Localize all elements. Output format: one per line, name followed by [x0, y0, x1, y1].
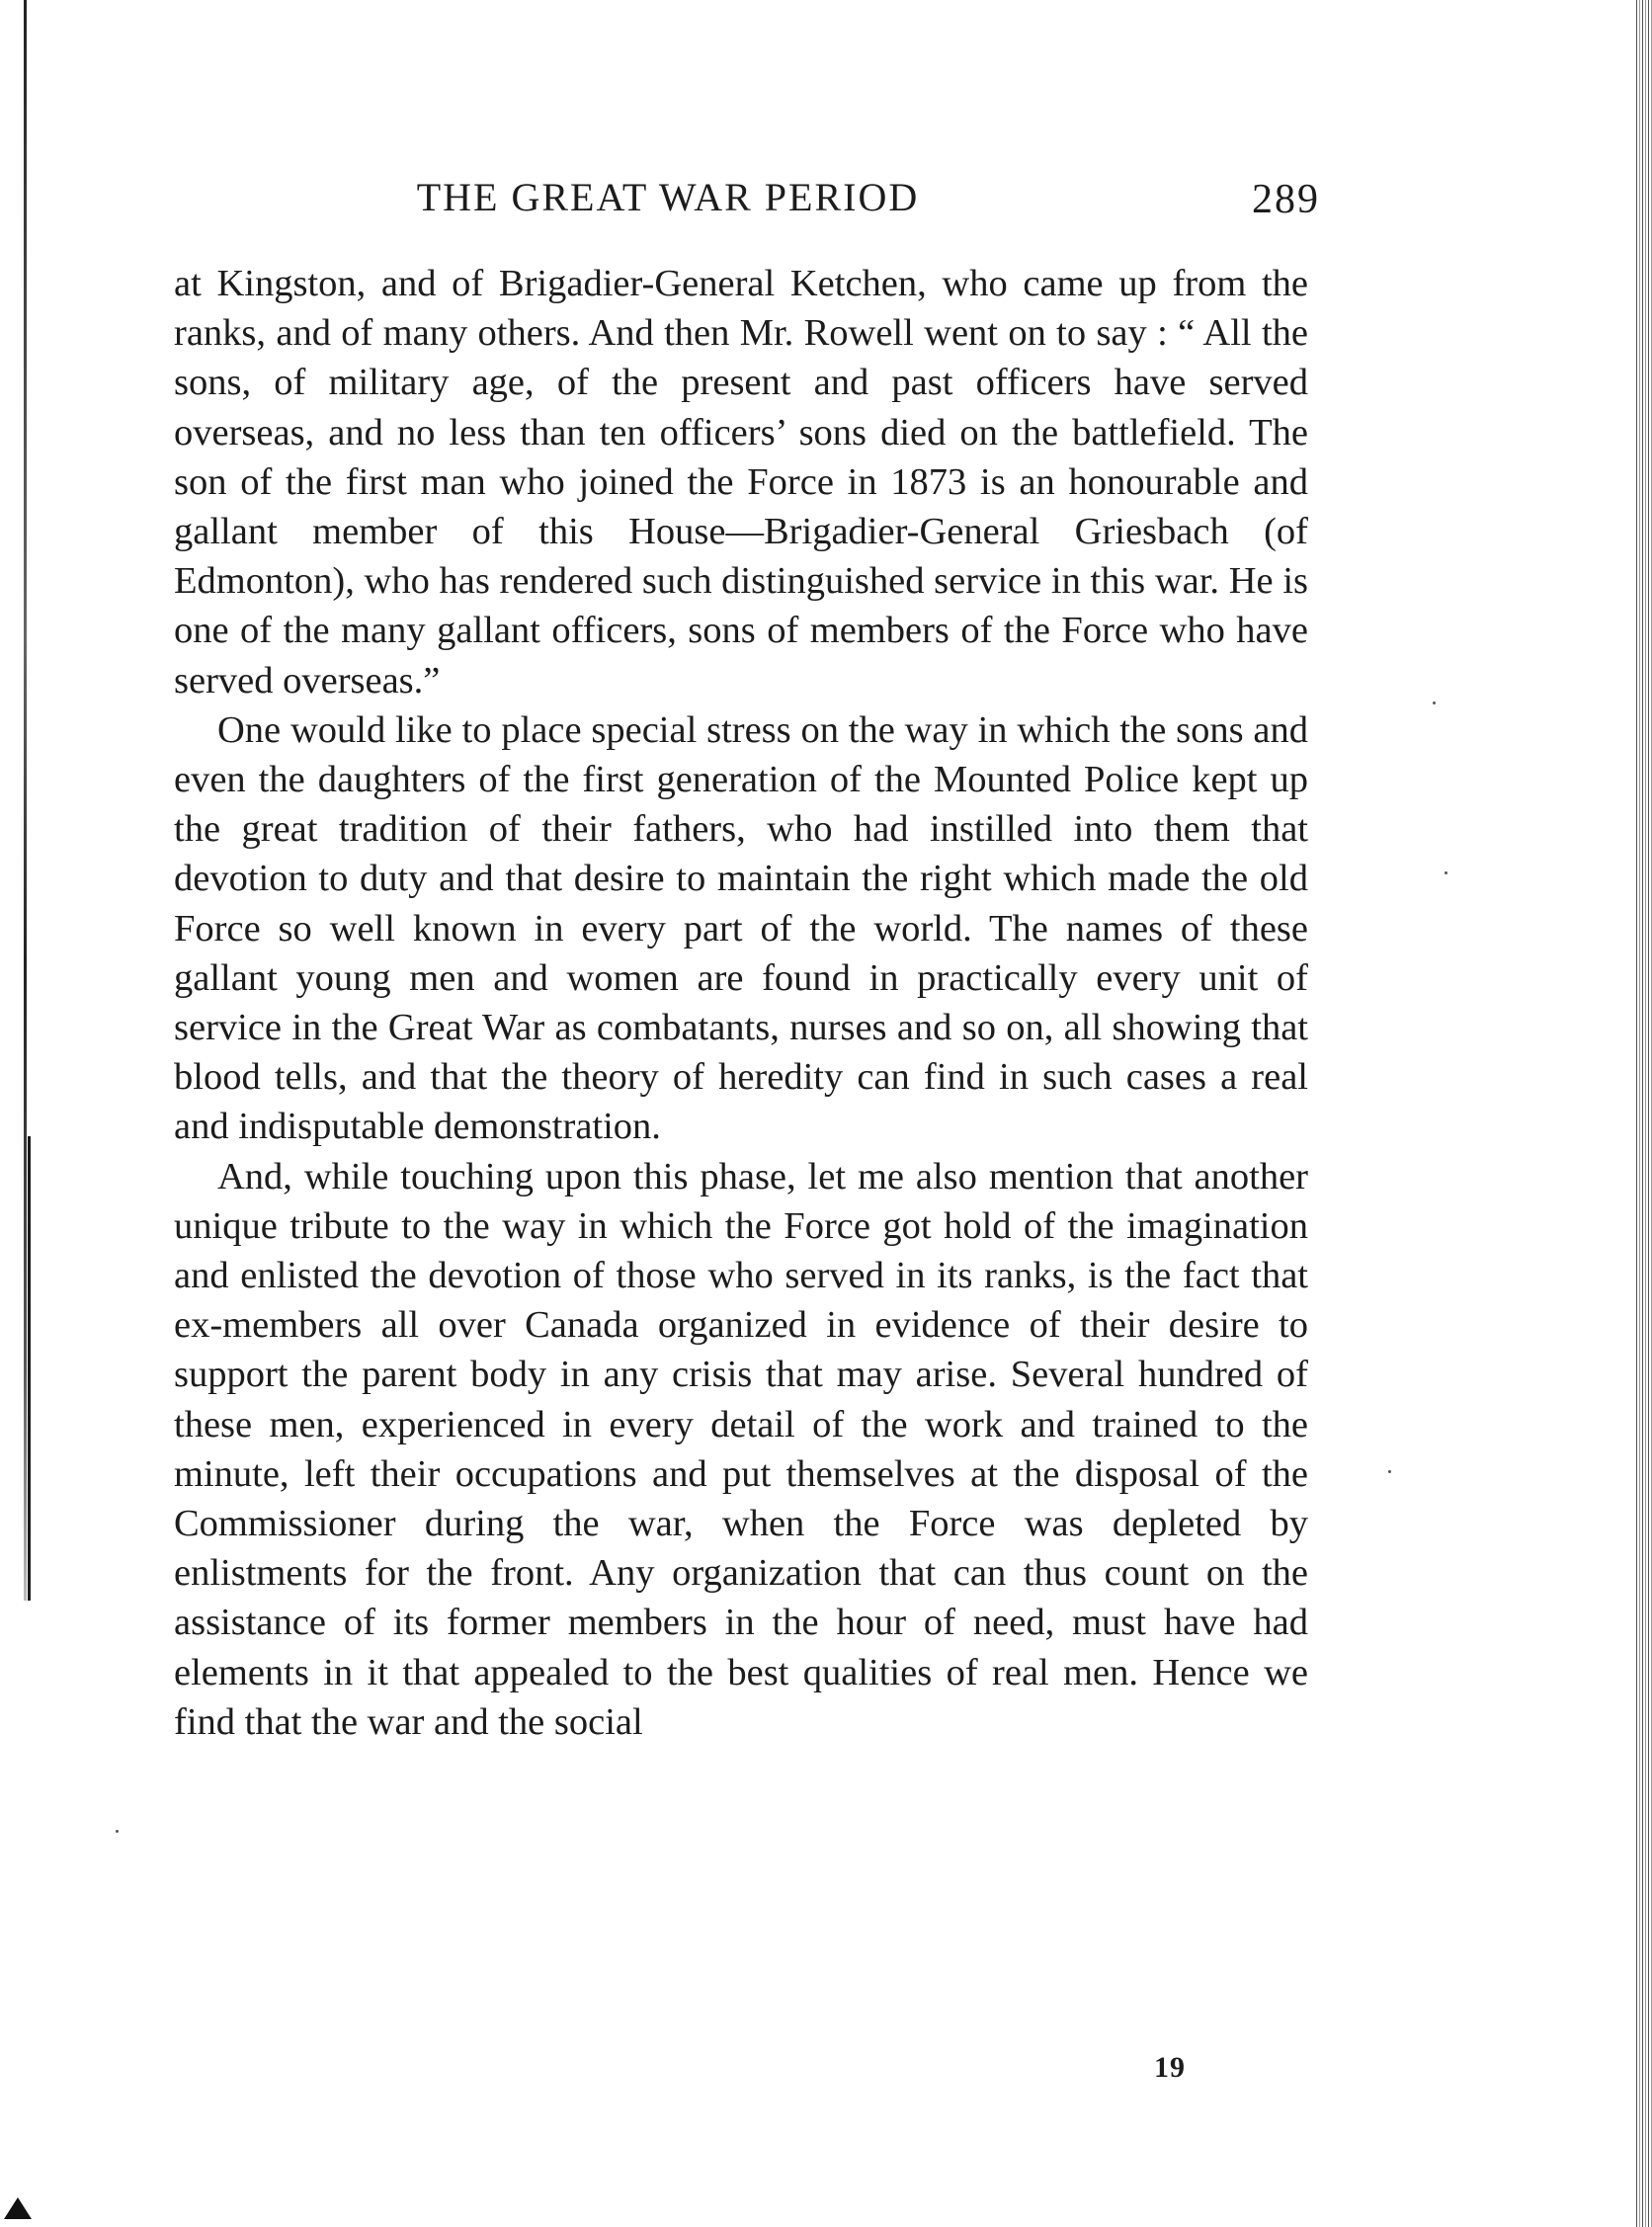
scan-speck — [1388, 1470, 1391, 1473]
scan-edge-left — [24, 0, 27, 1601]
scan-speck — [116, 1830, 119, 1833]
corner-triangle-icon — [4, 2197, 32, 2219]
scan-speck — [1433, 701, 1436, 704]
paragraph-1: at Kingston, and of Brigadier-General Ketchen, who came up from the ranks, and of many others. And then Mr. Rowell went on to say : “ All the sons, of military age, of the present and past officers have served overseas, and no less than ten officers’ sons died on the battlefield. The son of the first man who joined the Force in 1873 is an honourable and gallant member of this House—Brigadier-General Griesbach (of Edmonton), who has rendered such distinguished service in this war. He is one of the many gallant officers, sons of members of the Force who have served overseas.” — [174, 263, 1308, 701]
scan-edge-left-inner — [28, 1136, 31, 1601]
running-title: THE GREAT WAR PERIOD — [416, 175, 920, 219]
scan-edge-right — [1634, 0, 1652, 2227]
signature-mark: 19 — [1154, 2051, 1186, 2084]
body-text — [174, 259, 1308, 1747]
paragraph-2: One would like to place special stress on the way in which the sons and even the daughters of the first generation of the Mounted Police kept up the great tradition of their fathers, who had instilled into them that devotion to duty and that desire to maintain the right which made the old Force so well known in every part of the world. The names of these gallant young men and women are found in practically every unit of service in the Great War as combatants, nurses and so on, all showing that blood tells, and that the theory of heredity can find in such cases a real and indisputable demonstration. — [174, 708, 1308, 1148]
paragraph-3: And, while touching upon this phase, let me also mention that another unique tribute to the way in which the Force got hold of the imagination and enlisted the devotion of those who served in its ranks, is the fact that ex-members all over Canada organized in evidence of their desire to support the parent body in any crisis that may arise. Several hundred of these men, experienced in every detail of the work and trained to the minute, left their occupations and put themselves at the disposal of the Commissioner during the war, when the Force was depleted by enlistments for the front. Any organization that can thus count on the assistance of its former members in the hour of need, must have had elements in it that appealed to the best qualities of real men. Hence we find that the war and the social — [174, 1155, 1308, 1743]
page-number: 289 — [1252, 177, 1320, 222]
scan-speck — [1445, 871, 1447, 874]
running-head — [174, 168, 1320, 227]
